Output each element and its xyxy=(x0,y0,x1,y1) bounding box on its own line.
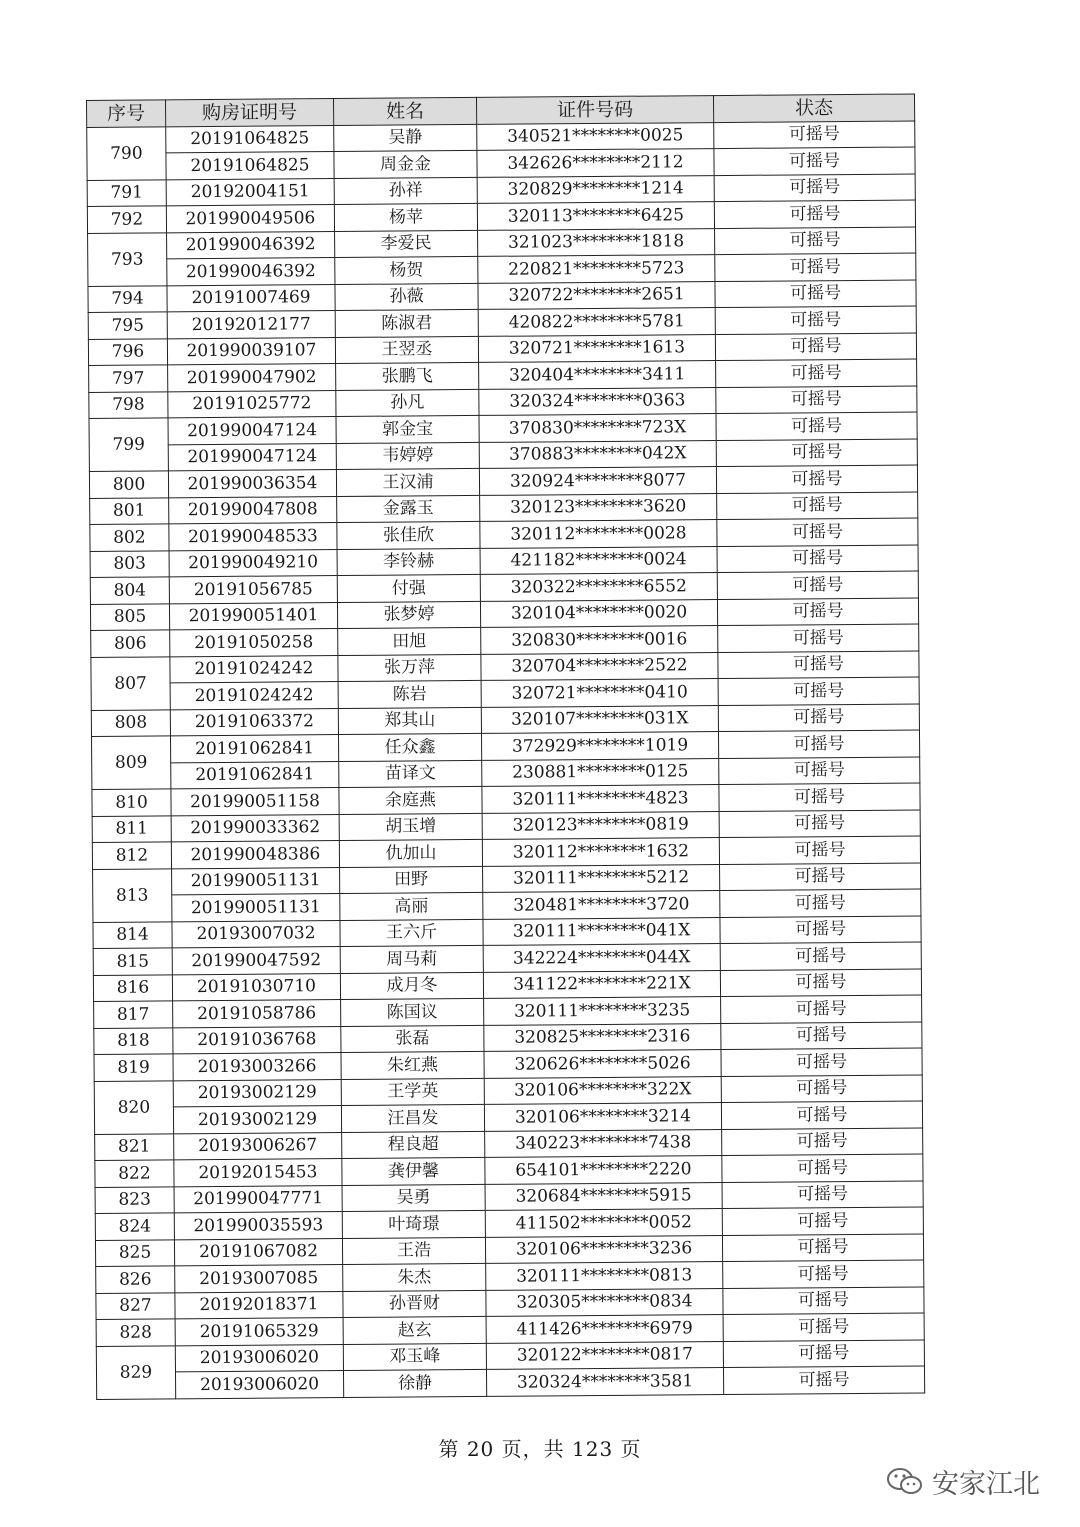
header-certificate-no: 购房证明号 xyxy=(166,99,334,127)
cell-status: 可摇号 xyxy=(723,1366,924,1394)
cell-name: 王浩 xyxy=(342,1237,485,1265)
cell-id-number: 320106********3236 xyxy=(485,1235,722,1263)
cell-seq: 823 xyxy=(95,1186,174,1213)
cell-name: 张万萍 xyxy=(338,654,481,682)
cell-seq: 806 xyxy=(91,630,170,657)
cell-status: 可摇号 xyxy=(721,995,922,1023)
cell-seq: 805 xyxy=(90,603,169,630)
cell-seq: 792 xyxy=(87,206,166,233)
cell-id-number: 340223********7438 xyxy=(485,1129,722,1157)
cell-name: 孙祥 xyxy=(334,177,477,205)
cell-seq: 803 xyxy=(90,550,169,577)
cell-name: 付强 xyxy=(337,574,480,602)
cell-seq: 807 xyxy=(91,656,170,710)
cell-name: 张梦婷 xyxy=(337,601,480,629)
cell-name: 张鹏飞 xyxy=(336,362,479,390)
cell-status: 可摇号 xyxy=(721,1101,922,1129)
cell-certificate-no: 20192018371 xyxy=(175,1291,343,1319)
cell-certificate-no: 20193002129 xyxy=(173,1106,341,1134)
page-number: 第 20 页，共 123 页 xyxy=(438,1437,642,1461)
cell-id-number: 411426********6979 xyxy=(486,1315,723,1343)
cell-seq: 828 xyxy=(96,1319,175,1346)
cell-seq: 821 xyxy=(95,1133,174,1160)
cell-id-number: 320106********322X xyxy=(484,1076,721,1104)
cell-status: 可摇号 xyxy=(723,1313,924,1341)
cell-status: 可摇号 xyxy=(720,889,921,917)
cell-id-number: 320830********0016 xyxy=(481,626,718,654)
cell-certificate-no: 201990051158 xyxy=(171,788,339,816)
cell-name: 吴勇 xyxy=(342,1184,485,1212)
cell-name: 龚伊馨 xyxy=(342,1157,485,1185)
cell-id-number: 320924********8077 xyxy=(479,467,716,495)
cell-name: 孙薇 xyxy=(335,283,478,311)
cell-id-number: 320112********1632 xyxy=(482,838,719,866)
cell-seq: 801 xyxy=(90,497,169,524)
cell-seq: 793 xyxy=(88,232,167,286)
cell-certificate-no: 20191058786 xyxy=(173,1000,341,1028)
cell-id-number: 420822********5781 xyxy=(478,308,715,336)
cell-seq: 815 xyxy=(93,948,172,975)
cell-name: 金露玉 xyxy=(337,495,480,523)
table-body xyxy=(87,120,925,1398)
cell-certificate-no: 20193007032 xyxy=(172,920,340,948)
cell-id-number: 320721********0410 xyxy=(481,679,718,707)
cell-certificate-no: 20193006020 xyxy=(175,1344,343,1372)
cell-id-number: 320684********5915 xyxy=(485,1182,722,1210)
cell-certificate-no: 20192004151 xyxy=(166,178,334,206)
cell-certificate-no: 20193006267 xyxy=(174,1132,342,1160)
cell-status: 可摇号 xyxy=(722,1127,923,1155)
cell-status: 可摇号 xyxy=(717,544,918,572)
cell-seq: 810 xyxy=(92,789,171,816)
cell-certificate-no: 201990048533 xyxy=(169,523,337,551)
cell-certificate-no: 201990049506 xyxy=(166,205,334,233)
header-name: 姓名 xyxy=(333,97,476,125)
cell-id-number: 320111********041X xyxy=(483,917,720,945)
cell-status: 可摇号 xyxy=(722,1233,923,1261)
cell-status: 可摇号 xyxy=(714,200,915,228)
cell-seq: 816 xyxy=(93,974,172,1001)
cell-certificate-no: 20192012177 xyxy=(167,311,335,339)
cell-id-number: 421182********0024 xyxy=(480,546,717,574)
cell-seq: 800 xyxy=(89,471,168,498)
cell-id-number: 320825********2316 xyxy=(484,1023,721,1051)
cell-status: 可摇号 xyxy=(718,703,919,731)
cell-name: 徐静 xyxy=(343,1369,486,1397)
cell-name: 朱杰 xyxy=(343,1263,486,1291)
cell-name: 胡玉增 xyxy=(339,813,482,841)
cell-status: 可摇号 xyxy=(716,438,917,466)
cell-id-number: 320324********3581 xyxy=(486,1368,723,1396)
cell-id-number: 320481********3720 xyxy=(483,891,720,919)
cell-seq: 825 xyxy=(95,1239,174,1266)
cell-seq: 819 xyxy=(94,1054,173,1081)
cell-certificate-no: 201990047808 xyxy=(169,496,337,524)
cell-name: 韦婷婷 xyxy=(336,442,479,470)
header-id-number: 证件号码 xyxy=(476,96,713,124)
cell-certificate-no: 201990048386 xyxy=(171,841,339,869)
cell-status: 可摇号 xyxy=(720,862,921,890)
cell-name: 汪昌发 xyxy=(341,1104,484,1132)
cell-name: 孙晋财 xyxy=(343,1290,486,1318)
cell-certificate-no: 20191064825 xyxy=(166,125,334,153)
cell-name: 周马莉 xyxy=(340,945,483,973)
cell-name: 张磊 xyxy=(341,1025,484,1053)
cell-seq: 804 xyxy=(90,577,169,604)
header-status: 状态 xyxy=(713,94,914,122)
cell-seq: 812 xyxy=(92,842,171,869)
cell-seq: 824 xyxy=(95,1213,174,1240)
cell-status: 可摇号 xyxy=(722,1180,923,1208)
cell-name: 朱红燕 xyxy=(341,1051,484,1079)
watermark xyxy=(886,1462,1040,1501)
cell-name: 王汉浦 xyxy=(336,468,479,496)
cell-seq: 827 xyxy=(96,1292,175,1319)
cell-certificate-no: 20191050258 xyxy=(170,629,338,657)
cell-id-number: 320722********2651 xyxy=(478,281,715,309)
cell-id-number: 320123********0819 xyxy=(482,811,719,839)
cell-status: 可摇号 xyxy=(718,624,919,652)
cell-certificate-no: 20191030710 xyxy=(172,973,340,1001)
cell-seq: 794 xyxy=(88,285,167,312)
cell-seq: 799 xyxy=(89,418,168,472)
cell-name: 田野 xyxy=(340,866,483,894)
cell-id-number: 370830********723X xyxy=(479,414,716,442)
cell-status: 可摇号 xyxy=(721,1021,922,1049)
cell-seq: 822 xyxy=(95,1160,174,1187)
cell-status: 可摇号 xyxy=(715,279,916,307)
cell-id-number: 320122********0817 xyxy=(486,1341,723,1369)
cell-status: 可摇号 xyxy=(723,1339,924,1367)
cell-seq: 826 xyxy=(96,1266,175,1293)
cell-id-number: 320322********6552 xyxy=(480,573,717,601)
cell-name: 成月冬 xyxy=(340,972,483,1000)
cell-name: 李爱民 xyxy=(335,230,478,258)
cell-name: 孙凡 xyxy=(336,389,479,417)
cell-certificate-no: 201990039107 xyxy=(167,337,335,365)
cell-id-number: 320111********5212 xyxy=(483,864,720,892)
cell-status: 可摇号 xyxy=(714,147,915,175)
cell-name: 杨苹 xyxy=(334,203,477,231)
cell-name: 郭金宝 xyxy=(336,415,479,443)
cell-id-number: 320123********3620 xyxy=(480,493,717,521)
cell-seq: 820 xyxy=(94,1080,173,1134)
cell-seq: 814 xyxy=(93,921,172,948)
cell-status: 可摇号 xyxy=(723,1286,924,1314)
cell-name: 王翌丞 xyxy=(335,336,478,364)
cell-certificate-no: 201990047592 xyxy=(172,947,340,975)
cell-status: 可摇号 xyxy=(714,120,915,148)
cell-status: 可摇号 xyxy=(717,571,918,599)
cell-certificate-no: 20191062841 xyxy=(171,761,339,789)
cell-name: 王学英 xyxy=(341,1078,484,1106)
cell-certificate-no: 201990047771 xyxy=(174,1185,342,1213)
cell-seq: 802 xyxy=(90,524,169,551)
cell-certificate-no: 20191007469 xyxy=(167,284,335,312)
cell-id-number: 320324********0363 xyxy=(479,387,716,415)
cell-id-number: 230881********0125 xyxy=(482,758,719,786)
cell-name: 杨贺 xyxy=(335,256,478,284)
cell-certificate-no: 20193002129 xyxy=(173,1079,341,1107)
cell-status: 可摇号 xyxy=(718,677,919,705)
cell-certificate-no: 20192015453 xyxy=(174,1159,342,1187)
cell-certificate-no: 20191036768 xyxy=(173,1026,341,1054)
cell-name: 田旭 xyxy=(338,627,481,655)
cell-id-number: 342626********2112 xyxy=(477,149,714,177)
cell-certificate-no: 20191064825 xyxy=(166,152,334,180)
wechat-icon xyxy=(886,1467,924,1497)
cell-status: 可摇号 xyxy=(717,491,918,519)
cell-status: 可摇号 xyxy=(721,1048,922,1076)
cell-name: 仇加山 xyxy=(339,839,482,867)
cell-status: 可摇号 xyxy=(717,518,918,546)
cell-certificate-no: 20193006020 xyxy=(175,1371,343,1399)
cell-id-number: 220821********5723 xyxy=(478,255,715,283)
cell-name: 王六斤 xyxy=(340,919,483,947)
cell-name: 张佳欣 xyxy=(337,521,480,549)
cell-status: 可摇号 xyxy=(723,1260,924,1288)
cell-seq: 798 xyxy=(89,391,168,418)
cell-id-number: 320305********0834 xyxy=(486,1288,723,1316)
cell-certificate-no: 201990051401 xyxy=(169,602,337,630)
cell-seq: 811 xyxy=(92,815,171,842)
cell-certificate-no: 20191024242 xyxy=(170,655,338,683)
cell-id-number: 411502********0052 xyxy=(485,1209,722,1237)
cell-id-number: 320404********3411 xyxy=(479,361,716,389)
cell-name: 余庭燕 xyxy=(339,786,482,814)
cell-certificate-no: 20191063372 xyxy=(170,708,338,736)
cell-name: 周金金 xyxy=(334,150,477,178)
cell-seq: 796 xyxy=(88,338,167,365)
cell-id-number: 320829********1214 xyxy=(477,175,714,203)
cell-status: 可摇号 xyxy=(719,756,920,784)
cell-id-number: 341122********221X xyxy=(483,970,720,998)
cell-status: 可摇号 xyxy=(718,650,919,678)
cell-name: 陈淑君 xyxy=(335,309,478,337)
cell-status: 可摇号 xyxy=(716,359,917,387)
cell-certificate-no: 201990049210 xyxy=(169,549,337,577)
cell-certificate-no: 20191067082 xyxy=(174,1238,342,1266)
cell-seq: 795 xyxy=(88,312,167,339)
cell-name: 赵玄 xyxy=(343,1316,486,1344)
cell-name: 高丽 xyxy=(340,892,483,920)
cell-certificate-no: 201990046392 xyxy=(167,258,335,286)
cell-id-number: 320112********0028 xyxy=(480,520,717,548)
cell-status: 可摇号 xyxy=(715,332,916,360)
applicant-table xyxy=(86,93,925,1399)
cell-certificate-no: 20193003266 xyxy=(173,1053,341,1081)
cell-status: 可摇号 xyxy=(720,915,921,943)
table-row xyxy=(96,1366,924,1399)
cell-id-number: 340521********0025 xyxy=(477,122,714,150)
cell-certificate-no: 20193007085 xyxy=(175,1265,343,1293)
cell-seq: 813 xyxy=(93,868,172,922)
header-seq: 序号 xyxy=(87,100,166,127)
cell-status: 可摇号 xyxy=(717,597,918,625)
cell-id-number: 320704********2522 xyxy=(481,652,718,680)
cell-seq: 817 xyxy=(94,1001,173,1028)
cell-certificate-no: 201990033362 xyxy=(171,814,339,842)
cell-seq: 829 xyxy=(96,1345,175,1399)
cell-id-number: 320111********3235 xyxy=(484,997,721,1025)
cell-status: 可摇号 xyxy=(715,253,916,281)
cell-certificate-no: 201990046392 xyxy=(167,231,335,259)
cell-status: 可摇号 xyxy=(715,226,916,254)
cell-id-number: 320106********3214 xyxy=(484,1103,721,1131)
cell-id-number: 342224********044X xyxy=(483,944,720,972)
cell-id-number: 654101********2220 xyxy=(485,1156,722,1184)
cell-certificate-no: 201990036354 xyxy=(168,470,336,498)
cell-status: 可摇号 xyxy=(719,809,920,837)
cell-id-number: 320107********031X xyxy=(481,705,718,733)
cell-status: 可摇号 xyxy=(715,306,916,334)
cell-status: 可摇号 xyxy=(718,730,919,758)
cell-certificate-no: 201990047124 xyxy=(168,417,336,445)
cell-id-number: 320113********6425 xyxy=(477,202,714,230)
cell-id-number: 320111********0813 xyxy=(486,1262,723,1290)
cell-name: 程良超 xyxy=(342,1131,485,1159)
cell-certificate-no: 20191062841 xyxy=(170,735,338,763)
cell-id-number: 320626********5026 xyxy=(484,1050,721,1078)
cell-certificate-no: 20191025772 xyxy=(168,390,336,418)
cell-name: 陈国议 xyxy=(341,998,484,1026)
cell-certificate-no: 20191024242 xyxy=(170,682,338,710)
cell-name: 陈岩 xyxy=(338,680,481,708)
cell-seq: 790 xyxy=(87,126,166,180)
cell-id-number: 320104********0020 xyxy=(480,599,717,627)
cell-certificate-no: 201990035593 xyxy=(174,1212,342,1240)
cell-certificate-no: 201990047124 xyxy=(168,443,336,471)
cell-status: 可摇号 xyxy=(722,1154,923,1182)
cell-seq: 818 xyxy=(94,1027,173,1054)
cell-status: 可摇号 xyxy=(714,173,915,201)
cell-status: 可摇号 xyxy=(719,836,920,864)
cell-id-number: 321023********1818 xyxy=(478,228,715,256)
cell-certificate-no: 20191065329 xyxy=(175,1318,343,1346)
cell-status: 可摇号 xyxy=(716,412,917,440)
cell-status: 可摇号 xyxy=(716,385,917,413)
cell-name: 郑其山 xyxy=(338,707,481,735)
cell-id-number: 372929********1019 xyxy=(481,732,718,760)
cell-seq: 791 xyxy=(87,179,166,206)
cell-id-number: 320721********1613 xyxy=(478,334,715,362)
cell-name: 李铃赫 xyxy=(337,548,480,576)
cell-certificate-no: 20191056785 xyxy=(169,576,337,604)
cell-name: 吴静 xyxy=(334,124,477,152)
cell-certificate-no: 201990051131 xyxy=(172,894,340,922)
cell-name: 任众鑫 xyxy=(338,733,481,761)
watermark-text: 安家江北 xyxy=(932,1469,1040,1500)
cell-status: 可摇号 xyxy=(716,465,917,493)
cell-seq: 808 xyxy=(91,709,170,736)
cell-id-number: 320111********4823 xyxy=(482,785,719,813)
cell-seq: 809 xyxy=(91,736,170,790)
cell-name: 邓玉峰 xyxy=(343,1343,486,1371)
cell-status: 可摇号 xyxy=(721,1074,922,1102)
cell-status: 可摇号 xyxy=(720,968,921,996)
cell-status: 可摇号 xyxy=(722,1207,923,1235)
cell-name: 苗译文 xyxy=(339,760,482,788)
cell-certificate-no: 201990047902 xyxy=(168,364,336,392)
cell-status: 可摇号 xyxy=(720,942,921,970)
cell-name: 叶琦璟 xyxy=(342,1210,485,1238)
cell-seq: 797 xyxy=(89,365,168,392)
cell-status: 可摇号 xyxy=(719,783,920,811)
cell-id-number: 370883********042X xyxy=(479,440,716,468)
cell-certificate-no: 201990051131 xyxy=(172,867,340,895)
